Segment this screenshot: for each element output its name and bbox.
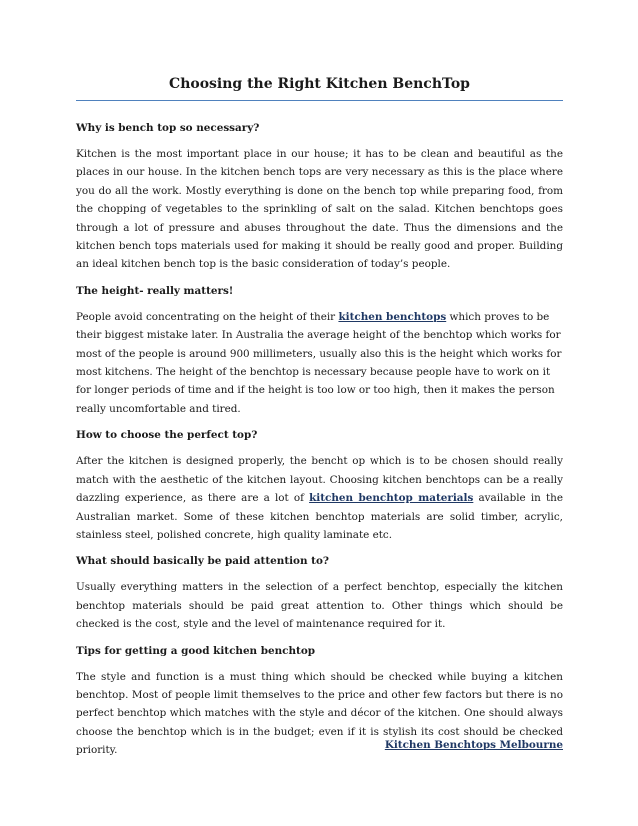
section-heading-why: Why is bench top so necessary? [76, 122, 260, 134]
paragraph-text: People avoid concentrating on the height of their [76, 310, 339, 323]
paragraph-text: which proves to be their biggest mistake later. In Australia the average height of the benchtop which works for most of the people is around 900 millimeters, usually also this is the height which works for most kitchens. The height of the benchtop is necessary because people have to work on it for longer periods of time and if the height is too low or too high, then it makes the person really uncomfortable and tired. [76, 310, 562, 415]
kitchen-benchtop-materials-link[interactable]: kitchen benchtop materials [309, 492, 474, 505]
section-paragraph-why: Kitchen is the most important place in our house; it has to be clean and beautiful as the places in our house. In the kitchen bench tops are very necessary as this is the place where you do all the work. Mostly everything is done on the bench top while preparing food, from the chopping of vegetables to the sprinkling of salt on the salad. Kitchen benchtops goes through a lot of pressure and abuses throughout the date. Thus the dimensions and the kitchen bench tops materials used for making it should be really good and proper. Building an ideal kitchen bench top is the basic consideration of today’s people. [76, 148, 563, 271]
section-heading-height: The height- really matters! [76, 284, 234, 297]
section-paragraph-choose [76, 452, 563, 544]
paragraph-text: available in the Australian market. Some of these kitchen benchtop materials are solid timber, acrylic, stainless steel, polished concrete, high quality laminate etc. [76, 492, 563, 541]
section-heading-choose: How to choose the perfect top? [76, 429, 258, 442]
section-paragraph-tips: The style and function is a must thing which should be checked while buying a kitchen benchtop. Most of people limit themselves to the price and other few factors but there is no perfect benchtop which matches with the style and décor of the kitchen. One should always choose the benchtop which is in the budget; even if it is stylish its cost should be checked priority. [76, 670, 563, 757]
section-heading-attention: What should basically be paid attention to? [76, 555, 329, 568]
title-underline [76, 100, 563, 101]
section-paragraph-height [76, 308, 563, 418]
section-heading-tips: Tips for getting a good kitchen benchtop [76, 644, 316, 657]
kitchen-benchtops-melbourne-link[interactable]: Kitchen Benchtops Melbourne [384, 739, 563, 751]
kitchen-benchtops-link[interactable]: kitchen benchtops [338, 310, 447, 323]
page-title: Choosing the Right Kitchen BenchTop [169, 76, 470, 92]
footer [385, 736, 563, 754]
paragraph-text: After the kitchen is designed properly, the bencht op which is to be chosen should really match with the aesthetic of the kitchen layout. Choosing kitchen benchtops can be a really dazzling experience, as there are a lot of [76, 455, 563, 505]
document-body [76, 119, 563, 768]
section-paragraph-attention: Usually everything matters in the selection of a perfect benchtop, especially the kitchen benchtop materials should be paid great attention to. Other things which should be checked is the cost, style and the level of maintenance required for it. [76, 581, 563, 631]
